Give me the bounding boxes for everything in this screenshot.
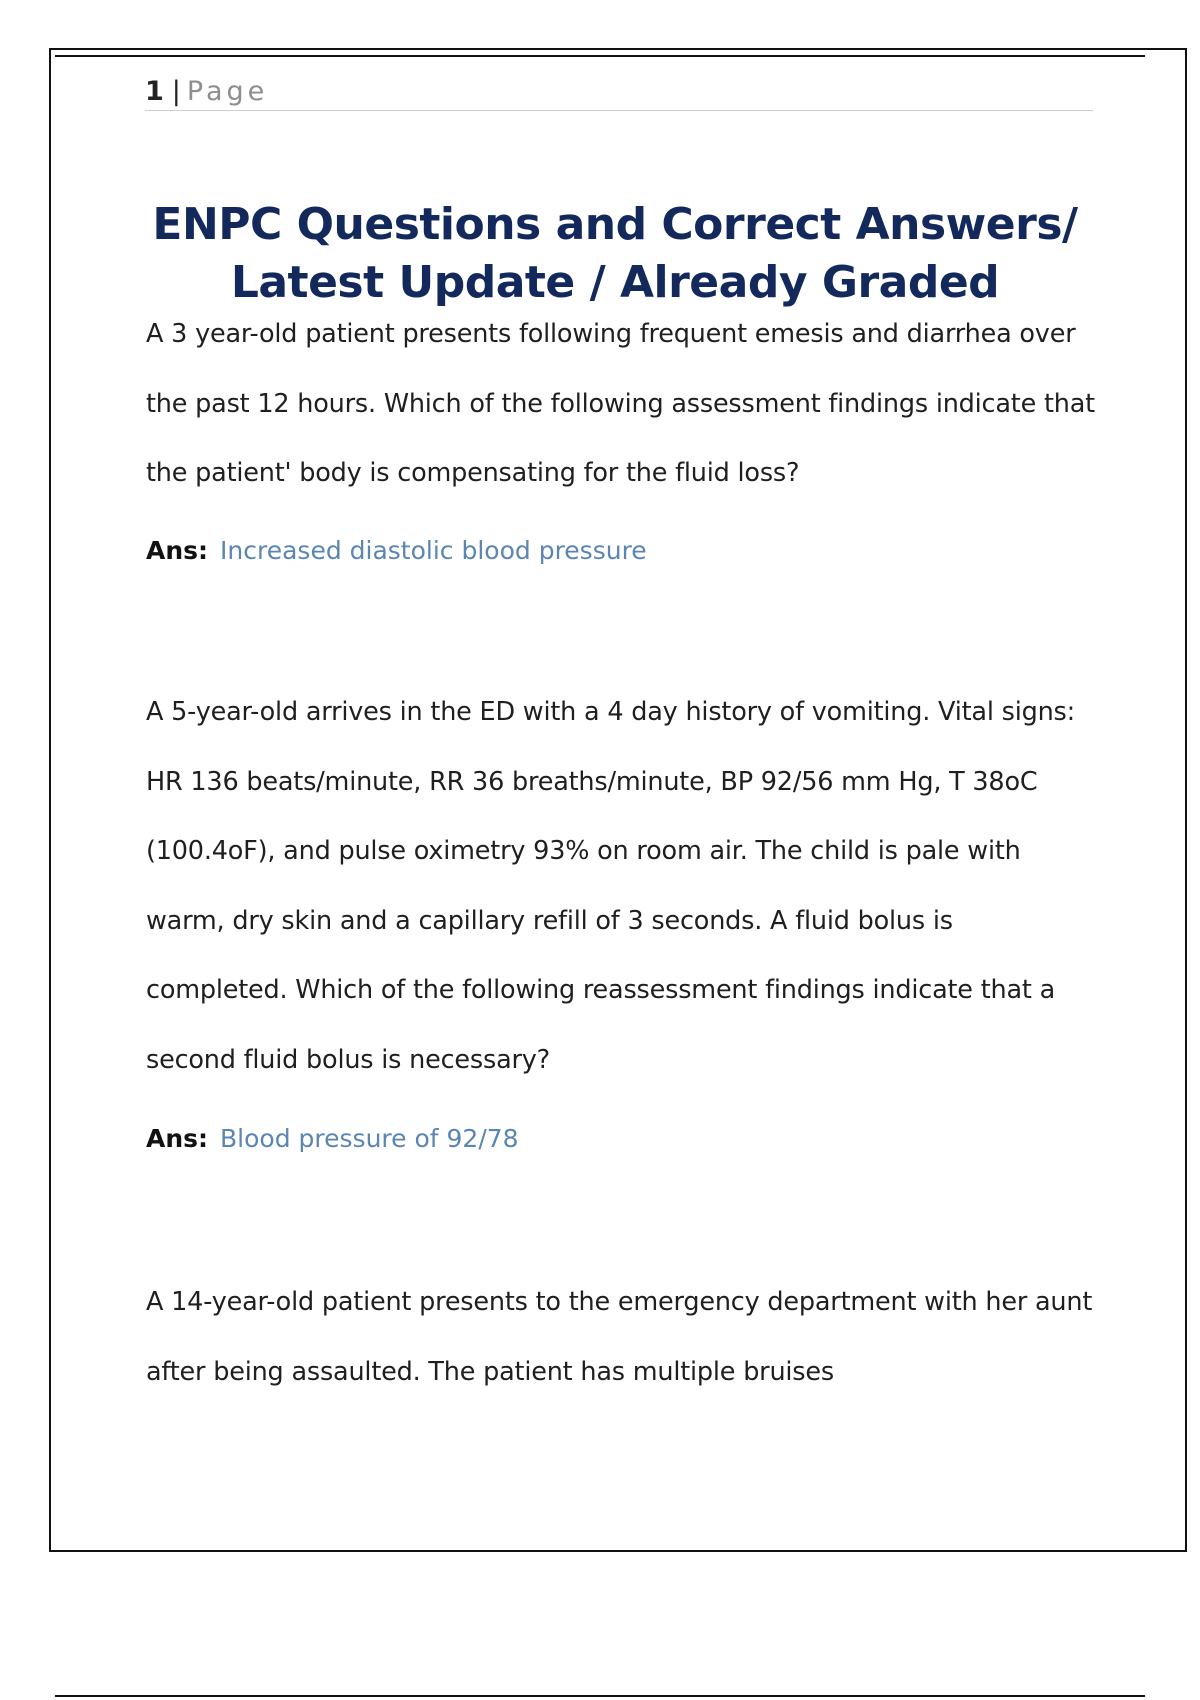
answer-label: Ans: <box>146 1124 209 1153</box>
question-block-2 <box>146 678 1096 1159</box>
answer-text: Increased diastolic blood pressure <box>220 535 647 565</box>
page-label: Page <box>186 76 269 107</box>
answer-label: Ans: <box>146 535 209 565</box>
question-text: A 3 year-old patient presents following frequent emesis and diarrhea over the past 12 hours. Which of the following assessment findings indicate that the patient' body is compensating for the fluid loss? <box>146 319 1095 488</box>
document-title: ENPC Questions and Correct Answers/ Latest Update / Already Graded <box>152 199 1078 308</box>
page-header <box>145 74 1093 111</box>
question-block-3 <box>146 1268 1096 1407</box>
page-separator: | <box>171 76 181 107</box>
page-number: 1 <box>145 76 164 107</box>
question-text: A 5-year-old arrives in the ED with a 4 day history of vomiting. Vital signs: HR 136 beats/minute, RR 36 breaths/minute, BP 92/56 mm Hg, T 38oC (100.4oF), and pulse oximetry 93% on room air. The child is pale with warm, dry skin and a capillary refill of 3 seconds. A fluid bolus is completed. Which of the following reassessment findings indicate that a second fluid bolus is necessary? <box>146 697 1076 1075</box>
question-text: A 14-year-old patient presents to the emergency department with her aunt after being assaulted. The patient has multiple bruises <box>146 1287 1093 1387</box>
answer-text: Blood pressure of 92/78 <box>220 1124 519 1153</box>
answer-line <box>146 1119 1096 1159</box>
next-page-rule <box>55 1695 1145 1697</box>
question-block-1 <box>146 300 1096 571</box>
answer-line <box>146 531 1096 571</box>
top-rule <box>55 55 1145 57</box>
